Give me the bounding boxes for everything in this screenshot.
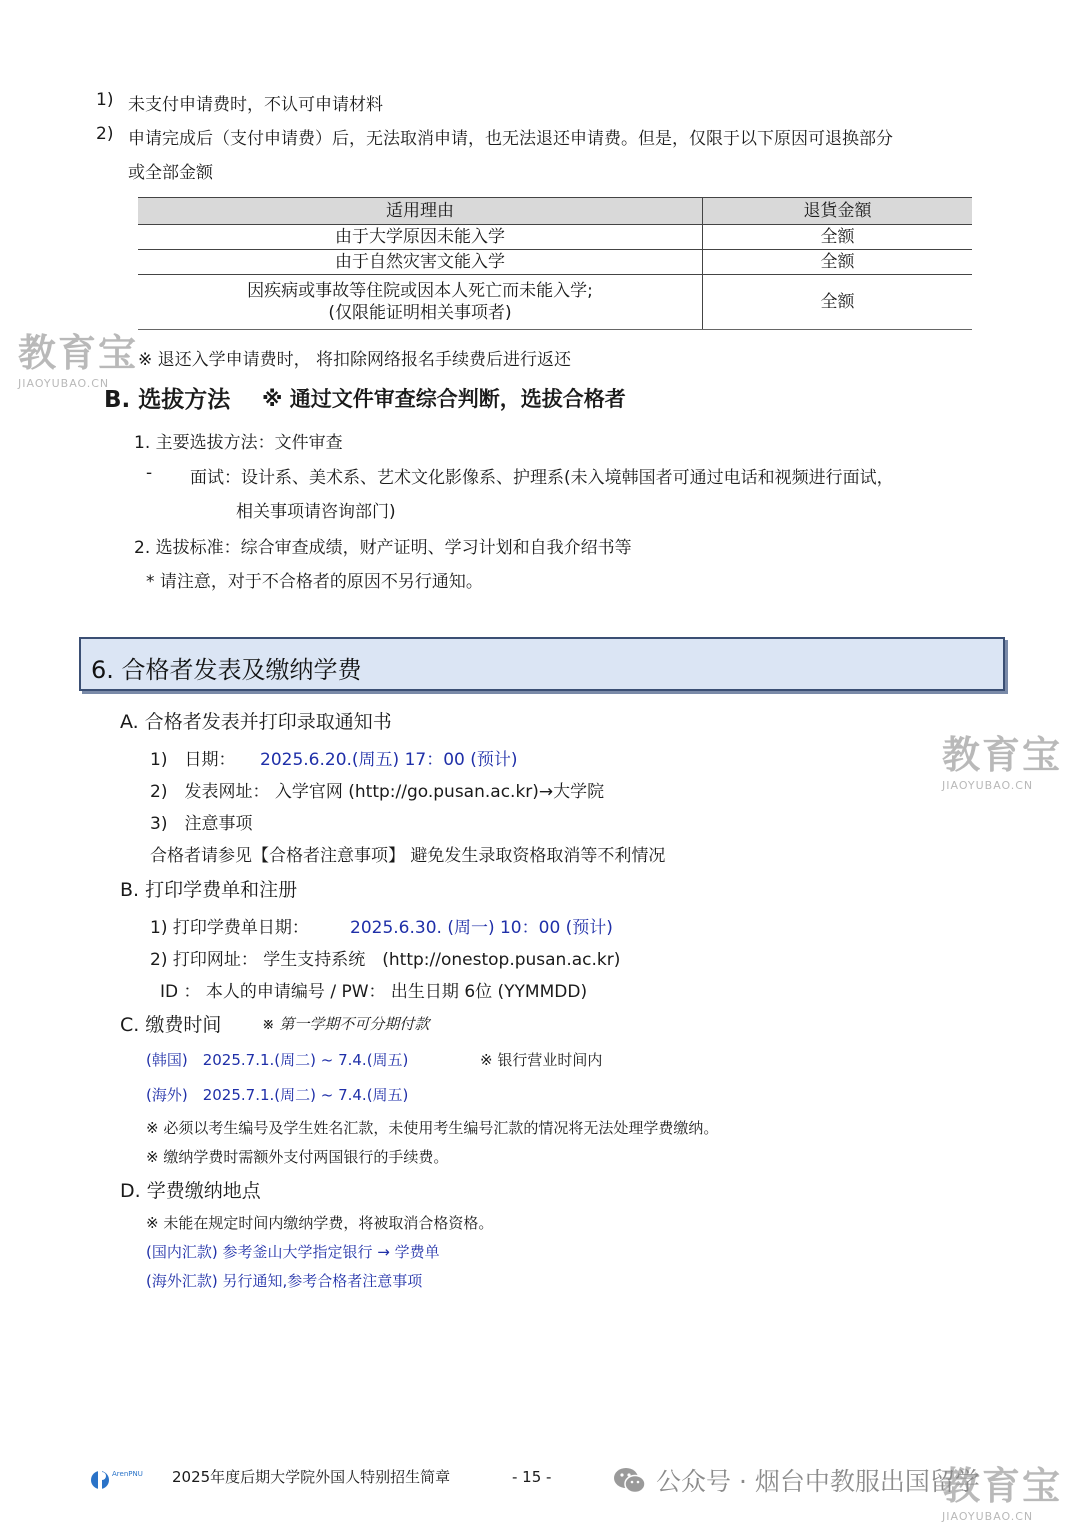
section-6a-title: A. 合格者发表并打印录取通知书 [120,711,392,733]
section-b-title: B. 选拔方法 [104,387,231,413]
table-row [138,275,972,330]
tuition-print-date-label: 1) 打印学费单日期： [150,918,309,938]
section-6c-title: C. 缴费时间 [120,1014,222,1036]
table-cell-reason [138,275,703,330]
section-6b-title: B. 打印学费单和注册 [120,879,298,901]
domestic-remittance: (国内汇款) 参考釜山大学指定银行 → 学费单 [146,1243,440,1261]
dash-bullet: - [146,463,153,483]
announce-date-label: 1) 日期： [150,750,236,770]
section-6-title: 6. 合格者发表及缴纳学费 [91,656,362,684]
payment-deadline-note: ※ 未能在规定时间内缴纳学费，将被取消合格资格。 [146,1214,494,1232]
selection-method-item-1: 1. 主要选拔方法：文件审查 [134,433,343,453]
refund-item-2-number: 2) [96,124,114,144]
refund-item-2-line2: 或全部金额 [128,163,213,183]
university-logo [90,1464,150,1496]
announce-notes-heading: 3) 注意事项 [150,814,253,834]
table-row [138,225,972,250]
table-header-reason: 适用理由 [138,198,703,225]
watermark-right: 教育宝 JIAOYUBAO.CN [942,733,1063,792]
table-cell-reason-line2: (仅限能证明相关事项者) [328,303,512,323]
selection-note: * 请注意，对于不合格者的原因不另行通知。 [146,572,483,592]
refund-footnote: ※ 退还入学申请费时， 将扣除网络报名手续费后进行返还 [138,350,572,370]
table-cell-amount: 全额 [703,225,973,250]
selection-method-item-2: 2. 选拔标准：综合审查成绩，财产证明、学习计划和自我介绍书等 [134,538,632,558]
table-cell-reason: 由于自然灾害文能入学 [138,250,703,275]
logo-text: ArenPNU [112,1470,143,1478]
footer-document-title: 2025年度后期大学院外国人特别招生简章 [172,1468,451,1486]
page-number: - 15 - [512,1468,552,1486]
table-cell-amount: 全额 [703,250,973,275]
table-header-amount: 退貨金額 [703,198,973,225]
logo-icon [90,1464,150,1496]
interview-note-line2: 相关事项请咨询部门) [236,502,396,522]
payment-note-2: ※ 缴纳学费时需额外支付两国银行的手续费。 [146,1148,449,1166]
table-cell-amount: 全额 [703,275,973,330]
section-6-header [79,637,1005,691]
interview-note-line1: 面试：设计系、美术系、艺术文化影像系、护理系(未入境韩国者可通过电话和视频进行面试， [190,468,894,488]
section-6d-title: D. 学费缴纳地点 [120,1180,261,1202]
payment-period-overseas: (海外) 2025.7.1.(周二) ~ 7.4.(周五) [146,1086,409,1104]
refund-item-2-line1: 申请完成后（支付申请费）后，无法取消申请，也无法退还申请费。但是，仅限于以下原因可退换部分 [128,129,893,149]
table-header-row [138,198,972,225]
table-row [138,250,972,275]
watermark-left: 教育宝 JIAOYUBAO.CN [18,331,139,390]
tuition-print-website: 2) 打印网址： 学生支持系统 (http://onestop.pusan.ac.kr) [150,950,621,970]
announce-website: 2) 发表网址： 入学官网 (http://go.pusan.ac.kr)→大学院 [150,782,605,802]
announce-notes-text: 合格者请参见【合格者注意事项】 避免发生录取资格取消等不利情况 [150,846,666,866]
refund-table [138,197,972,330]
payment-note-1: ※ 必须以考生编号及学生姓名汇款，未使用考生编号汇款的情况将无法处理学费缴纳。 [146,1119,719,1137]
tuition-print-date-value: 2025.6.30. (周一) 10：00 (预计) [350,918,613,938]
announce-date-value: 2025.6.20.(周五) 17：00 (预计) [260,750,518,770]
installment-note: ※ 第一学期不可分期付款 [262,1015,430,1033]
bank-hours-note: ※ 银行营业时间内 [480,1051,603,1069]
table-cell-reason: 由于大学原因未能入学 [138,225,703,250]
refund-item-1: 未支付申请费时，不认可申请材料 [128,95,383,115]
overseas-remittance: (海外汇款) 另行通知,参考合格者注意事项 [146,1272,423,1290]
login-credentials-note: ID ： 本人的申请编号 / PW： 出生日期 6位 (YYMMDD) [160,982,588,1002]
wechat-icon [613,1466,647,1496]
table-cell-reason-line1: 因疾病或事故等住院或因本人死亡而未能入学; [247,281,593,301]
section-b-subtitle: ※ 通过文件审查综合判断，选拔合格者 [262,387,626,411]
watermark-bottom: 教育宝 JIAOYUBAO.CN [942,1464,1063,1523]
wechat-account-label: 公众号 · 烟台中教服出国留学 [656,1467,980,1496]
payment-period-korea: (韩国) 2025.7.1.(周二) ~ 7.4.(周五) [146,1051,409,1069]
refund-item-1-number: 1) [96,90,114,110]
